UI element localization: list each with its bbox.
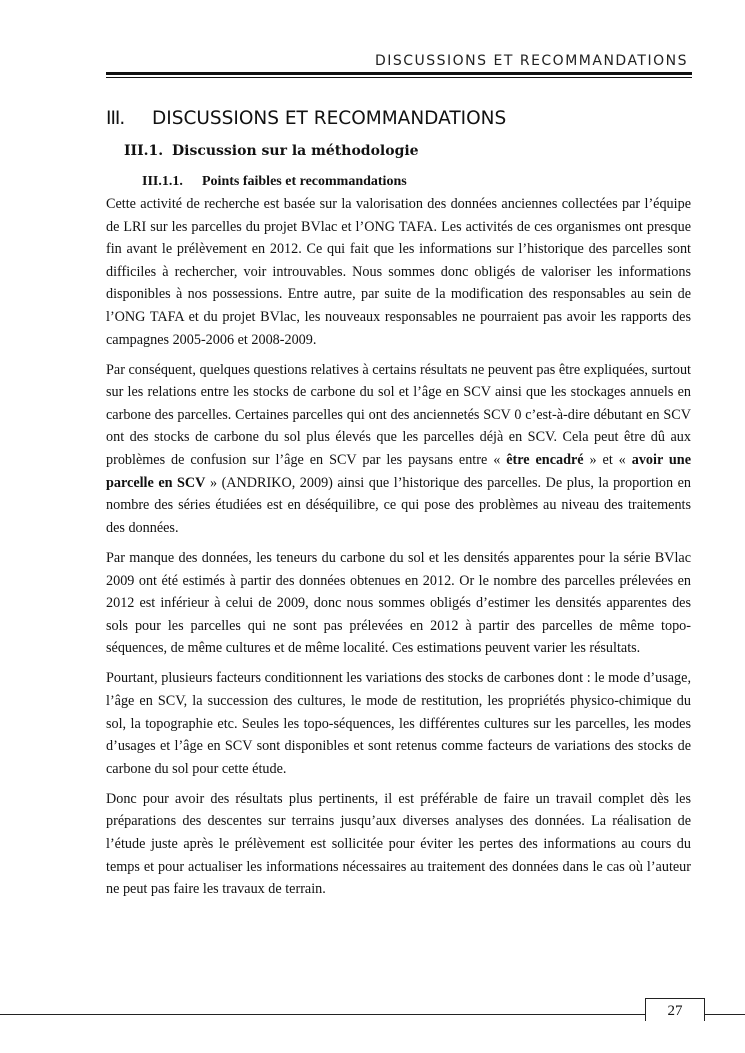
subsection-heading (124, 143, 419, 159)
paragraph-2 (106, 359, 691, 540)
header-rule-thin (106, 77, 692, 78)
paragraph-3: Par manque des données, les teneurs du carbone du sol et les densités apparentes pour la série BVlac 2009 ont été estimés à partir des données obtenues en 2012. Or le nombre des parcelles prélevées en 2012 est inférieur à celui de 2009, donc nous sommes obligés d’estimer les densités apparentes des sols pour les parcelles qui ne sont pas prélevées en 2012 à partir des parcelles de même topo-séquences, de même cultures et de même localité. Ces estimations peuvent varier les résultats. (106, 549, 691, 657)
paragraph-2-part-1: Par conséquent, quelques questions relatives à certains résultats ne peuvent pas être expliquées, surtout sur les relations entre les stocks de carbone du sol et l’âge en SCV ainsi que les stockages annuels en carbone des parcelles. Certaines parcelles qui ont des anciennetés SCV 0 c’est-à-dire débutant en SCV ont des stocks de carbone du sol plus élevés que les parcelles déjà en SCV. Cela peut être dû aux problèmes de confusion sur l’âge en SCV par les paysans entre « (106, 361, 691, 469)
section-title: DISCUSSIONS ET RECOMMANDATIONS (152, 108, 507, 129)
paragraph-1: Cette activité de recherche est basée sur la valorisation des données anciennes collectées par l’équipe de LRI sur les parcelles du projet BVlac et l’ONG TAFA. Les activités de ces organismes ont presque fin avant le prélèvement en 2012. Ce qui fait que les informations sur l’historique des parcelles sont difficiles à rechercher, voir introuvables. Nous sommes donc obligés de valoriser les informations disponibles à nos possessions. Entre autre, par suite de la modification des responsables au sein de l’ONG TAFA et du projet BVlac, les nouveaux responsables ne pourraient pas avoir les rapports des campagnes 2005-2006 et 2008-2009. (106, 196, 691, 348)
section-heading (106, 108, 506, 129)
emphasis-etre-encadre: être encadré (506, 452, 584, 469)
page-number: 27 (645, 998, 705, 1021)
paragraph-4: Pourtant, plusieurs facteurs conditionnent les variations des stocks de carbones dont : le mode d’usage, l’âge en SCV, la succession des cultures, le mode de restitution, les propriétés physico-chimique du sol, la topographie etc. Seules les topo-séquences, les différentes cultures sur les parcelles, les modes d’usages et l’âge en SCV sont disponibles et sont retenus comme facteurs de variations des stocks de carbone du sol pour cette étude. (106, 670, 691, 777)
running-header: DISCUSSIONS ET RECOMMANDATIONS (374, 53, 688, 69)
subsubsection-heading (142, 174, 407, 190)
emphasis-avoir-parcelle-scv: avoir une parcelle en SCV (106, 452, 691, 491)
subsection-title: Discussion sur la méthodologie (172, 143, 419, 159)
paragraph-2-part-2: » et « (583, 452, 632, 469)
body-text (106, 193, 691, 908)
section-number: III. (106, 108, 125, 129)
paragraph-2-part-3: » (ANDRIKO, 2009) ainsi que l’historique des parcelles. De plus, la proportion en nombre des séries étudiées est en déséquilibre, ce qui pose des problèmes au niveau des traitements des données. (106, 474, 691, 536)
subsubsection-title: Points faibles et recommandations (202, 174, 407, 189)
header-rule-thick (106, 72, 692, 75)
footer-rule (0, 1014, 745, 1015)
subsubsection-number: III.1.1. (142, 174, 183, 189)
paragraph-5: Donc pour avoir des résultats plus pertinents, il est préférable de faire un travail complet dès les préparations des descentes sur terrains jusqu’aux diverses analyses des données. La réalisation de l’étude juste après le prélèvement est sollicitée pour éviter les pertes des informations au cours du temps et pour actualiser les informations nécessaires au traitement des données dans le cas où l’auteur ne peut pas faire les travaux de terrain. (106, 790, 691, 898)
subsection-number: III.1. (124, 143, 164, 159)
